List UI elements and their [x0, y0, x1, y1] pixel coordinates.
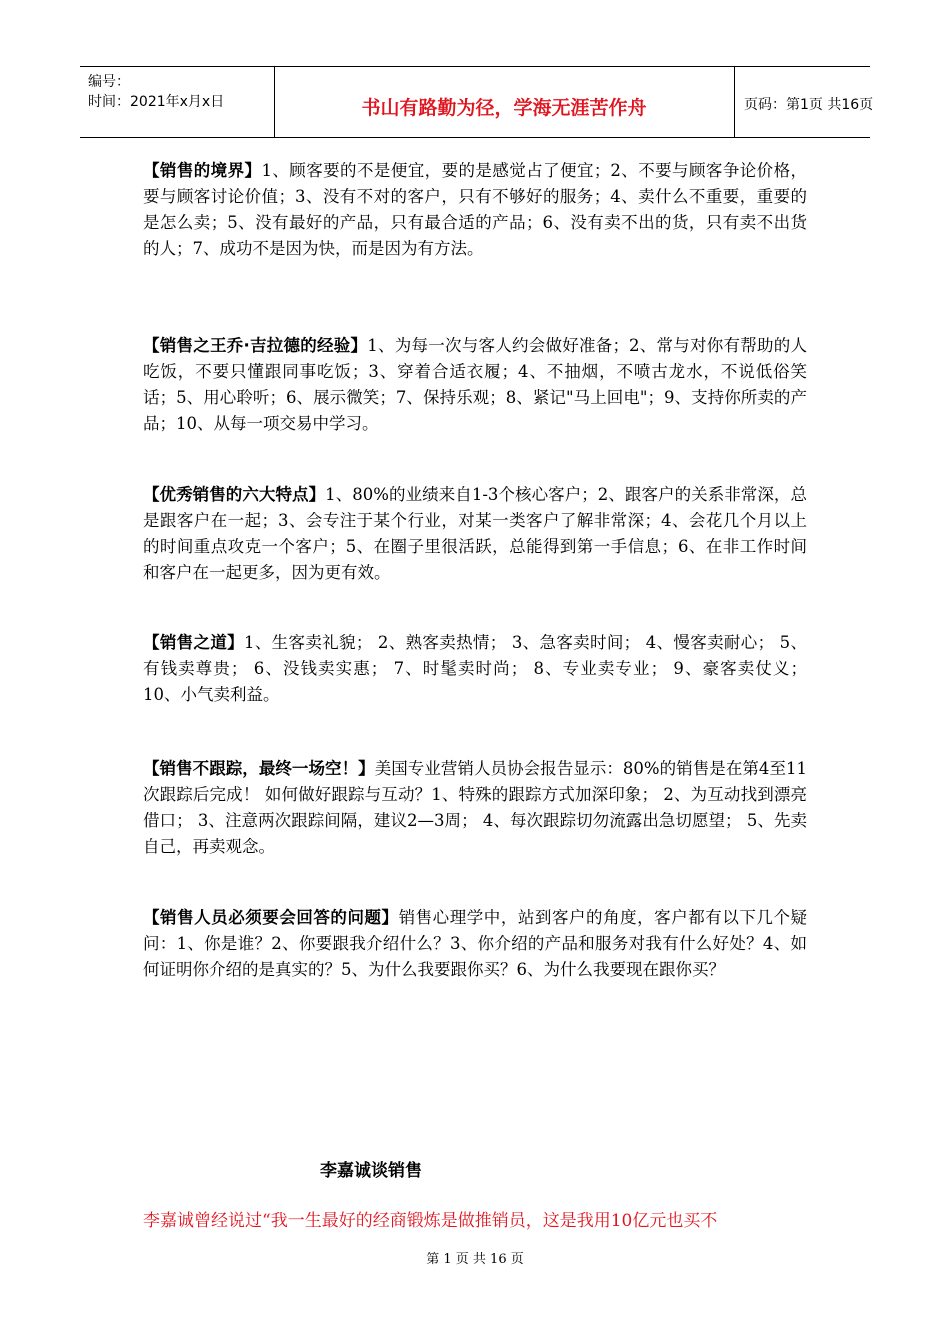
- number-label: 编号：: [88, 74, 130, 90]
- paragraph-joe-girard: [143, 333, 807, 437]
- page-code: 页码：第1页 共16页: [744, 97, 874, 113]
- paragraph-title: 【销售不跟踪，最终一场空！】: [143, 759, 375, 778]
- paragraph-way-of-sales: [143, 630, 807, 708]
- paragraph-title: 【销售的境界】: [143, 161, 262, 180]
- paragraph-sales-realm: [143, 158, 807, 262]
- header-info-cell: [80, 67, 275, 137]
- time-label: 时间：2021年x月x日: [88, 94, 225, 110]
- paragraph-title: 【优秀销售的六大特点】: [143, 485, 326, 504]
- paragraph-text: 1、80%的业绩来自1-3个核心客户；2、跟客户的关系非常深，总是跟客户在一起；3、会专注于某个行业，对某一类客户了解非常深；4、会花几个月以上的时间重点攻克一个客户；5、在圈子里很活跃，总能得到第一手信息；6、在非工作时间和客户在一起更多，因为更有效。: [143, 485, 807, 582]
- motto: 书山有路勤为径，学海无涯苦作舟: [361, 97, 647, 119]
- paragraph-six-traits: [143, 482, 807, 586]
- paragraph-questions: [143, 905, 807, 983]
- header-motto-cell: [274, 67, 735, 137]
- paragraph-text: 1、顾客要的不是便宜，要的是感觉占了便宜；2、不要与顾客争论价格，要与顾客讨论价值；3、没有不对的客户，只有不够好的服务；4、卖什么不重要，重要的是怎么卖；5、没有最好的产品，只有最合适的产品；6、没有卖不出的货，只有卖不出货的人；7、成功不是因为快，而是因为有方法。: [143, 161, 808, 258]
- paragraph-text: 销售心理学中，站到客户的角度，客户都有以下几个疑问：1、你是谁？2、你要跟我介绍什么？3、你介绍的产品和服务对我有什么好处？4、如何证明你介绍的是真实的？5、为什么我要跟你买？6、为什么我要现在跟你买？: [143, 908, 808, 979]
- paragraph-title: 【销售之道】: [143, 633, 245, 652]
- header-page-cell: [734, 67, 874, 137]
- paragraph-title: 【销售人员必须要会回答的问题】: [143, 908, 399, 927]
- page-footer: 第 1 页 共 16 页: [426, 1252, 524, 1267]
- red-quote-line: 李嘉诚曾经说过“我一生最好的经商锻炼是做推销员，这是我用10亿元也买不: [143, 1211, 718, 1231]
- section-heading: 李嘉诚谈销售: [320, 1161, 422, 1181]
- paragraph-text: 1、为每一次与客人约会做好准备；2、常与对你有帮助的人吃饭，不要只懂跟同事吃饭；3、穿着合适衣履；4、不抽烟，不喷古龙水，不说低俗笑话；5、用心聆听；6、展示微笑；7、保持乐观；8、紧记"马上回电"；9、支持你所卖的产品；10、从每一项交易中学习。: [143, 336, 807, 433]
- paragraph-text: 美国专业营销人员协会报告显示：80%的销售是在第4至11次跟踪后完成！ 如何做好跟踪与互动？1、特殊的跟踪方式加深印象； 2、为互动找到漂亮借口； 3、注意两次跟踪间隔，建议2—3周； 4、每次跟踪切勿流露出急切愿望； 5、先卖自己，再卖观念。: [143, 759, 808, 856]
- paragraph-follow-up: [143, 756, 807, 860]
- paragraph-title: 【销售之王乔·吉拉德的经验】: [143, 336, 368, 355]
- paragraph-text: 1、生客卖礼貌； 2、熟客卖热情； 3、急客卖时间； 4、慢客卖耐心； 5、有钱卖尊贵； 6、没钱卖实惠； 7、时髦卖时尚； 8、专业卖专业； 9、豪客卖仗义； 10、小气卖利益。: [143, 633, 808, 704]
- document-header: [80, 66, 874, 138]
